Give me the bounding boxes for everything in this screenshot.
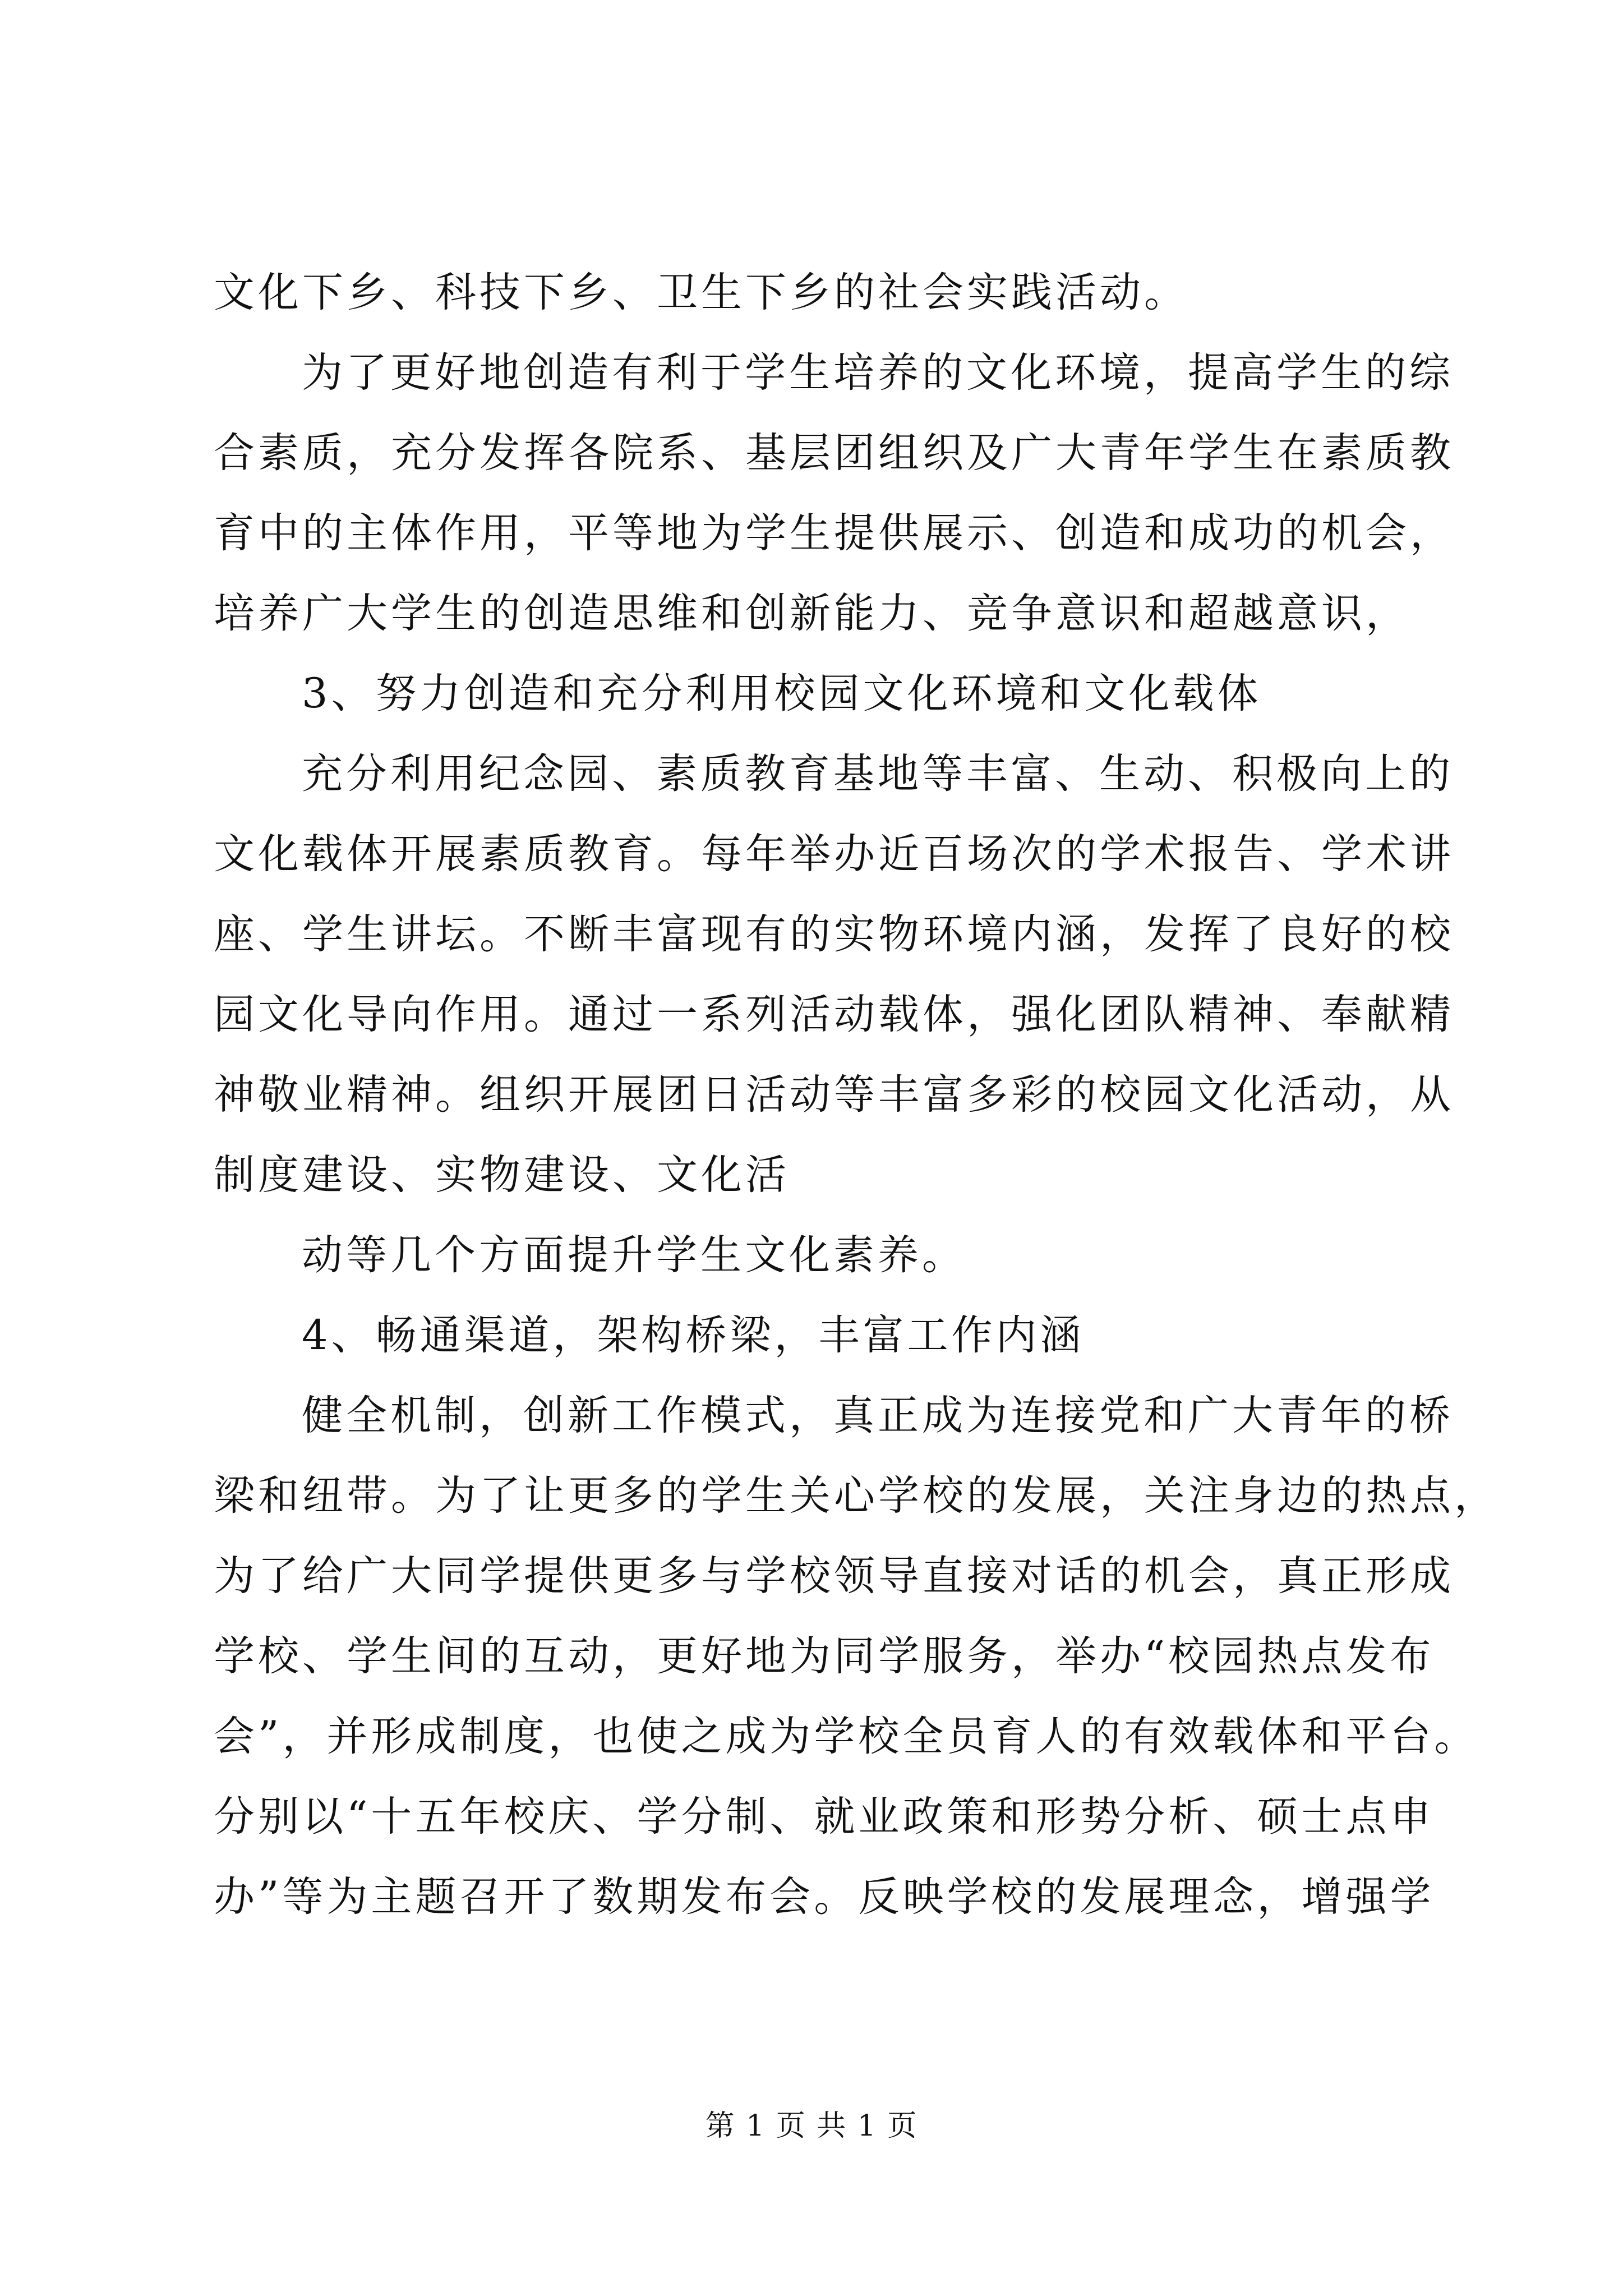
text-line: 文化载体开展素质教育。每年举办近百场次的学术报告、学术讲 (214, 830, 1454, 878)
text-line: 神敬业精神。组织开展团日活动等丰富多彩的校园文化活动，从 (214, 1071, 1454, 1119)
paragraph-first-line: 动等几个方面提升学生文化素养。 (302, 1231, 966, 1279)
paragraph-first-line: 健全机制，创新工作模式，真正成为连接党和广大青年的桥 (302, 1392, 1454, 1439)
paragraph-first-line: 充分利用纪念园、素质教育基地等丰富、生动、积极向上的 (302, 750, 1454, 798)
section-heading: 3、努力创造和充分利用校园文化环境和文化载体 (302, 670, 1262, 717)
text-line: 分别以“十五年校庆、学分制、就业政策和形势分析、硕士点申 (214, 1793, 1435, 1841)
text-line: 制度建设、实物建设、文化活 (214, 1151, 790, 1199)
text-line: 育中的主体作用，平等地为学生提供展示、创造和成功的机会， (214, 509, 1454, 557)
paragraph-first-line: 为了更好地创造有利于学生培养的文化环境，提高学生的综 (302, 349, 1454, 397)
text-line: 为了给广大同学提供更多与学校领导直接对话的机会，真正形成 (214, 1552, 1454, 1600)
text-line: 学校、学生间的互动，更好地为同学服务，举办“校园热点发布 (214, 1632, 1435, 1680)
page-number-footer: 第 1 页 共 1 页 (705, 2109, 918, 2143)
section-heading: 4、畅通渠道，架构桥梁，丰富工作内涵 (302, 1312, 1085, 1359)
text-line: 座、学生讲坛。不断丰富现有的实物环境内涵，发挥了良好的校 (214, 910, 1454, 958)
text-line: 园文化导向作用。通过一系列活动载体，强化团队精神、奉献精 (214, 991, 1454, 1038)
text-line: 梁和纽带。为了让更多的学生关心学校的发展，关注身边的热点， (214, 1472, 1498, 1520)
text-line: 合素质，充分发挥各院系、基层团组织及广大青年学生在素质教 (214, 429, 1454, 477)
document-body (214, 252, 1498, 1937)
text-line: 会”，并形成制度，也使之成为学校全员育人的有效载体和平台。 (214, 1713, 1479, 1760)
text-line: 培养广大学生的创造思维和创新能力、竞争意识和超越意识， (214, 590, 1410, 637)
text-line: 办”等为主题召开了数期发布会。反映学校的发展理念，增强学 (214, 1873, 1435, 1921)
text-line: 文化下乡、科技下乡、卫生下乡的社会实践活动。 (214, 269, 1188, 316)
